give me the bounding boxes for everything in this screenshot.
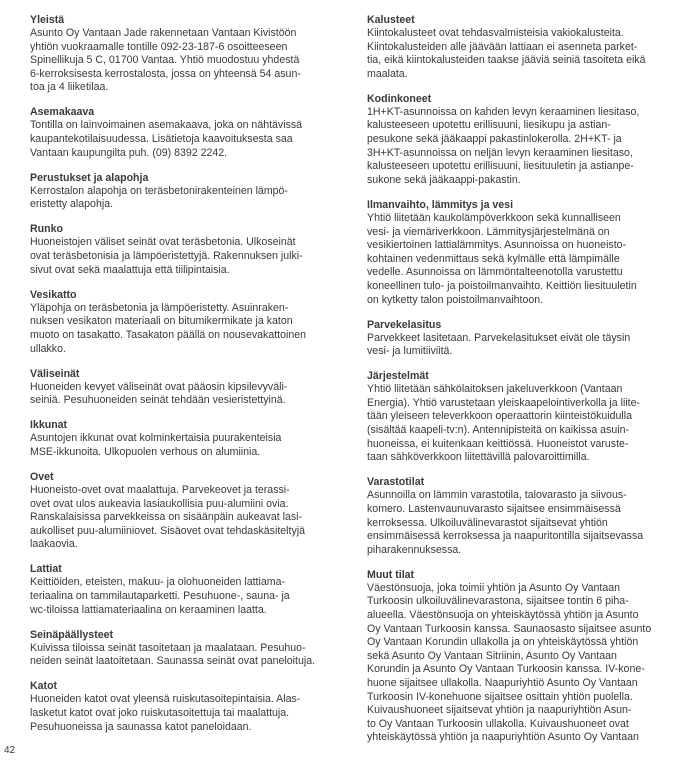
section-heading: Muut tilat [367,568,415,581]
section-heading: Katot [30,680,58,693]
section-body: Asunto Oy Vantaan Jade rakennetaan Vantaan Kivistöön yhtiön vuokraamalle tontille 092-23-187-6 osoitteeseen Spinellikuja 5 C, 01700 Vantaa. Yhtiö muodostuu yhdestä 6-kerroksisesta kerrostalosta, jossa on yhteensä 54 asun- toa ja 4 liiketilaa. [30,27,301,94]
section-heading: Varastotilat [367,476,425,489]
section-body: Tontilla on lainvoimainen asemakaava, joka on nähtävissä kaupantekotilaisuudessa. Lisätietoja kaavoituksesta saa Vantaan kaupungilta puh. (09) 8392 2242. [30,119,303,159]
section-varastotilat [367,476,659,557]
section-heading: Väliseinät [30,367,80,380]
section-heading: Asemakaava [30,106,95,119]
section-ilmanvaihto [367,199,659,307]
section-body: Kerrostalon alapohja on teräsbetonirakenteinen lämpö- eristetty alapohja. [30,184,288,211]
section-body: 1H+KT-asunnoissa on kahden levyn keraaminen liesitaso, kalusteeseen upotettu erillisuuni, liesikupu ja astian- pesukone sekä jääkaappi pakastinlokerolla. 2H+KT- ja 3H+KT-asunnoissa on neljän levyn keraaminen liesitaso, kalusteeseen upotettu erillisuuni, liesituuletin ja astianpe- sukone sekä jääkaappi-pakastin. [367,105,640,186]
right-column [367,14,659,756]
section-perustukset [30,172,334,212]
section-heading: Järjestelmät [367,370,429,383]
section-jarjestelmat [367,370,659,465]
section-heading: Seinäpäällysteet [30,628,114,641]
section-body: Yhtiö liitetään sähkölaitoksen jakeluverkkoon (Vantaan Energia). Yhtiö varustetaan yleiskaapelointiverkolla ja liite- tään yleiseen televerkkoon operaattorin kiinteistökuidulla (sisältää kaapeli-tv:n). Antennipisteitä on kaikissa asuin- huoneissa, ei kuitenkaan keittiössä. Huoneistot varuste- taan sähköverkkoon liitettävillä palovaroittimilla. [367,383,641,464]
section-heading: Runko [30,223,63,236]
section-seinapaallysteet [30,629,334,669]
section-muut-tilat [367,569,659,745]
section-body: Parvekkeet lasitetaan. Parvekelasitukset eivät ole täysin vesi- ja lumitiiviitä. [367,331,631,358]
section-heading: Ikkunat [30,419,68,432]
section-body: Asunnoilla on lämmin varastotila, talovarasto ja siivous- komero. Lastenvaunuvarasto sijaitsee ensimmäisessä kerroksessa. Ulkoiluvälinevarastot sijaitsevat yhtiön ensimmäisessä kerroksessa ja naapuritontilla sijaitsevassa piharakennuksessa. [367,489,644,556]
section-heading: Kodinkoneet [367,92,432,105]
section-katot [30,680,334,734]
section-heading: Ilmanvaihto, lämmitys ja vesi [367,198,514,211]
section-body: Yhtiö liitetään kaukolämpöverkkoon sekä kunnalliseen vesi- ja viemäriverkkoon. Lämmitysjärjestelmänä on vesikiertoinen lattialämmitys. Asunnoissa on huoneisto- kohtainen vedenmittaus sekä kylmälle että lämpimälle vedelle. Asunnoissa on lämmöntalteenotolla varustettu koneellinen tulo- ja poistoilmanvaihto. Keittiön liesituuletin on kytketty talon poistoilmanvaihtoon. [367,211,637,306]
page-number: 42 [4,745,16,756]
section-body: Keittiöiden, eteisten, makuu- ja olohuoneiden lattiama- teriaalina on tammilautaparketti. Pesuhuone-, sauna- ja wc-tiloissa lattiamateriaalina on keraaminen laatta. [30,576,290,616]
section-kalusteet [367,14,659,81]
section-heading: Ovet [30,470,54,483]
section-heading: Perustukset ja alapohja [30,171,149,184]
section-ovet [30,471,334,552]
section-heading: Parvekelasitus [367,318,442,331]
section-body: Kiintokalusteet ovat tehdasvalmisteisia vakiokalusteita. Kiintokalusteiden alle jäävään lattiaan ei asenneta parket- tia, eikä kiintokalusteiden taakse jääviä seiniä tasoiteta eikä maalata. [367,27,646,80]
section-heading: Yleistä [30,14,65,26]
section-body: Väestönsuoja, joka toimii yhtiön ja Asunto Oy Vantaan Turkoosin ulkoiluvälinevarastona, sijaitsee tontin 6 piha- alueella. Väestönsuoja on yhteiskäytössä yhtiön ja Asunto Oy Vantaan Turkoosin kanssa. Saunaosasto sijaitsee asunto Oy Vantaan Korundin ullakolla ja on yhteiskäytössä yhtiön sekä Asunto Oy Vantaan Sitriinin, Asunto Oy Vantaan Korundin ja Asunto Oy Vantaan Turkoosin kanssa. IV-kone- huone sijaitsee ullakolla. Naapuriyhtiö Asunto Oy Vantaan Turkoosin IV-konehuone sijaitsee osittain yhtiön puolella. Kuivaushuoneet sijaitsevat yhtiön ja naapuriyhtiön Asun- to Oy Vantaan Turkoosin ullakolla. Kuivaushuoneet ovat yhteiskäytössä yhtiön ja naapuriyhtiön Asunto Oy Vantaan [367,581,652,744]
section-heading: Vesikatto [30,288,77,301]
section-body: Huoneisto-ovet ovat maalattuja. Parvekeovet ja terassi- ovet ovat ulos aukeavia lasiaukollisia puu-alumiini ovia. Ranskalaisissa parvekkeissa on sisäänpäin aukeavat lasi- aukolliset puu-alumiiniovet. Sisäovet ovat tehdaskäsiteltyjä laakaovia. [30,483,305,551]
left-column [30,14,334,746]
section-heading: Lattiat [30,563,62,576]
section-ikkunat [30,419,334,459]
section-asemakaava [30,106,334,160]
section-lattiat [30,563,334,617]
section-body: Yläpohja on teräsbetonia ja lämpöeristetty. Asuinraken- nuksen vesikaton materiaali on bitumikermikate ja katon muoto on tasakatto. Tasakaton päällä on nousevakattoinen ullakko. [30,301,307,355]
section-kodinkoneet [367,93,659,188]
section-parvekelasitus [367,319,659,359]
section-runko [30,223,334,277]
section-vesikatto [30,289,334,356]
section-body: Huoneistojen väliset seinät ovat teräsbetonia. Ulkoseinät ovat teräsbetonisia ja lämpöeristettyjä. Rakennuksen julki- sivut ovat sekä maalattuja että tiilipintaisia. [30,236,303,276]
section-body: Asuntojen ikkunat ovat kolminkertaisia puurakenteisia MSE-ikkunoita. Ulkopuolen verhous on alumiinia. [30,432,282,458]
section-body: Huoneiden kevyet väliseinät ovat pääosin kipsilevyväli- seiniä. Pesuhuoneiden seinät tehdään vesieristettyinä. [30,380,288,407]
section-yleista [30,14,334,95]
section-body: Huoneiden katot ovat yleensä ruiskutasoitepintaisia. Alas- lasketut katot ovat joko ruiskutasoitettuja tai maalattuja. Pesuhuoneissa ja saunassa katot paneloidaan. [30,693,301,733]
section-heading: Kalusteet [367,14,415,26]
section-valiseinat [30,368,334,408]
section-body: Kuivissa tiloissa seinät tasoitetaan ja maalataan. Pesuhuo- neiden seinät laatoitetaan. Saunassa seinät ovat paneloituja. [30,641,316,668]
